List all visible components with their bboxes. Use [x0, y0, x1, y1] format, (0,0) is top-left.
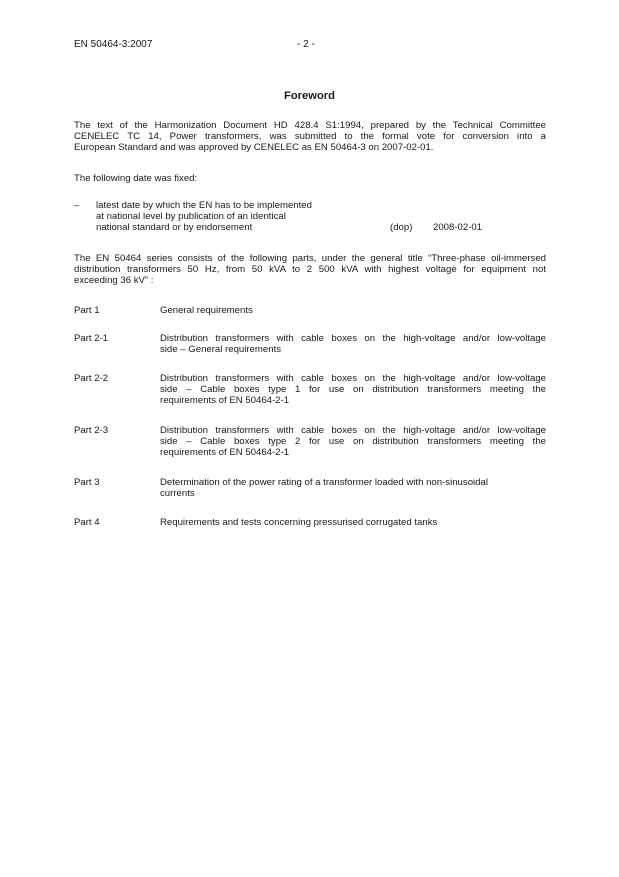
part-line: Requirements and tests concerning pressurised corrugated tanks [160, 517, 438, 528]
series-line: exceeding 36 kV” : [74, 274, 154, 286]
part-description [160, 518, 546, 529]
part-line: Distribution transformers with cable boxes on the high-voltage and/or low-voltage [160, 425, 546, 436]
series-paragraph [74, 254, 546, 287]
intro-line: European Standard and was approved by CENELEC as EN 50464-3 on 2007-02-01. [74, 141, 434, 153]
list-dash: – [74, 200, 80, 211]
dop-date: 2008-02-01 [433, 222, 483, 233]
date-of-publication-item [74, 201, 546, 245]
intro-line: The text of the Harmonization Document HD 428.4 S1:1994, prepared by the Technical Committee [74, 120, 546, 131]
part-line: Determination of the power rating of a transformer loaded with non-sinusoidal [160, 477, 488, 488]
part-description [160, 426, 546, 459]
dop-abbreviation: (dop) [390, 222, 413, 233]
part-description [160, 374, 546, 407]
series-line: distribution transformers 50 Hz, from 50 kVA to 2 500 kVA with highest voltage for equipment not [74, 263, 546, 275]
part-label: Part 4 [74, 517, 100, 528]
document-id: EN 50464-3:2007 [74, 39, 153, 50]
part-line: Distribution transformers with cable boxes on the high-voltage and/or low-voltage [160, 333, 546, 344]
part-line: side – Cable boxes type 2 for use on distribution transformers meeting the [160, 435, 546, 447]
intro-paragraph [74, 121, 546, 154]
part-line: currents [160, 487, 195, 499]
part-line: requirements of EN 50464-2-1 [160, 394, 290, 406]
intro-line: CENELEC TC 14, Power transformers, was submitted to the formal vote for conversion into a [74, 130, 546, 142]
part-description [160, 306, 546, 317]
part-label: Part 2-2 [74, 373, 109, 384]
part-line: Distribution transformers with cable boxes on the high-voltage and/or low-voltage [160, 373, 546, 384]
part-label: Part 2-1 [74, 333, 109, 344]
dop-line: latest date by which the EN has to be implemented [96, 200, 312, 211]
part-label: Part 2-3 [74, 425, 109, 436]
series-line: The EN 50464 series consists of the following parts, under the general title “Three-phase oil-immersed [74, 253, 546, 264]
dop-line: at national level by publication of an identical [96, 210, 286, 222]
date-fixed-paragraph: The following date was fixed: [74, 173, 198, 184]
part-description [160, 334, 546, 356]
dop-line: national standard or by endorsement [96, 221, 253, 233]
part-label: Part 1 [74, 305, 100, 316]
page-title: Foreword [284, 90, 335, 102]
part-line: side – General requirements [160, 343, 282, 355]
part-line: General requirements [160, 305, 253, 316]
page-number: - 2 - [297, 39, 315, 50]
part-description [160, 478, 546, 500]
part-line: side – Cable boxes type 1 for use on distribution transformers meeting the [160, 383, 546, 395]
part-label: Part 3 [74, 477, 100, 488]
part-line: requirements of EN 50464-2-1 [160, 446, 290, 458]
dop-description [96, 201, 312, 234]
